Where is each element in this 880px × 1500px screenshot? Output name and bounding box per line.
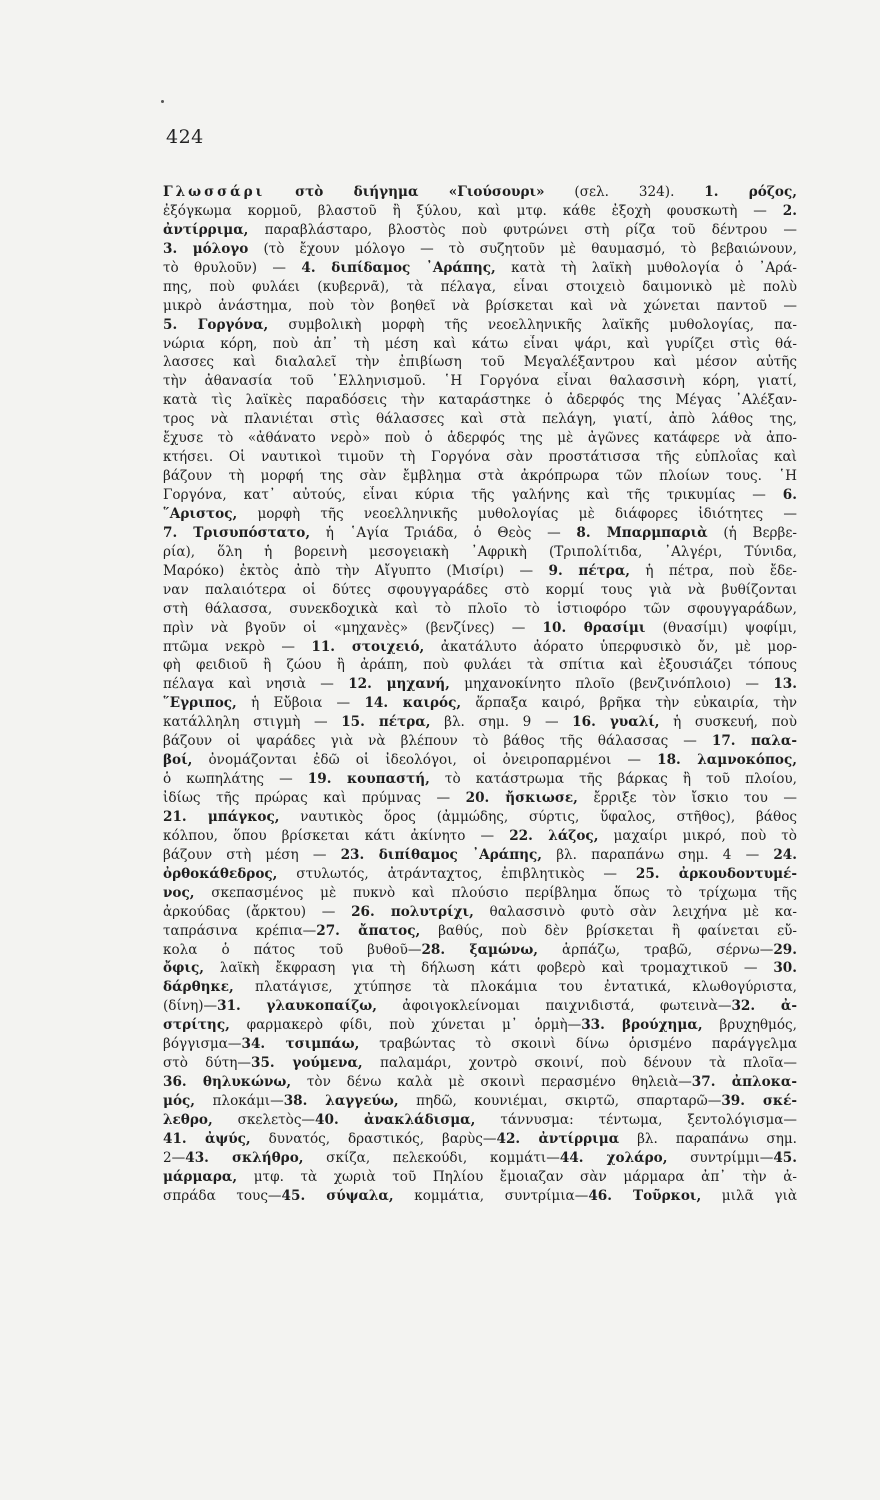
term-bold: 11. στοιχειό,: [311, 638, 425, 655]
text-segment: φαρμακερὸ φίδι, ποὺ χύνεται μ᾿ ὁρμὴ—: [229, 1017, 582, 1034]
text-segment: τὴν ἀθανασία τοῦ ῾Ελληνισμοῦ. ῾Η Γοργόνα εἶναι θαλασσινὴ κόρη, γιατί,: [163, 373, 797, 390]
text-line: [163, 259, 797, 278]
text-line: [163, 600, 797, 619]
term-bold: 21. μπάγκος,: [163, 808, 280, 825]
text-segment: σπράδα τους—: [163, 1187, 282, 1204]
text-segment: βλ. παραπάνω σημ. 4 —: [542, 846, 774, 863]
text-segment: (θνασίμι) ψοφίμι,: [645, 619, 797, 636]
text-line: [163, 751, 797, 770]
text-line: [163, 410, 797, 429]
text-segment: τραβώντας τὸ σκοινὶ δίνω ὁρισμένο παράγγελμα: [359, 1036, 797, 1053]
text-segment: δυνατός, δραστικός, βαρὺς—: [250, 1130, 497, 1147]
term-bold: ῞Αριστος,: [163, 505, 238, 522]
term-bold: 46. Τοῦρκοι,: [588, 1187, 702, 1204]
text-segment: ἐξόγκωμα κορμοῦ, βλαστοῦ ἢ ξύλου, καὶ μτφ. κάθε ἐξοχὴ φουσκωτὴ —: [163, 202, 783, 219]
text-segment: σκελετὸς—: [212, 1111, 316, 1128]
term-bold: στρίτης,: [163, 1017, 230, 1034]
term-bold: 5. Γοργόνα,: [163, 316, 269, 333]
text-line: [163, 202, 797, 221]
term-bold: 39. σκέ-: [721, 1093, 797, 1109]
text-line: [163, 1054, 797, 1073]
term-bold: 17. παλα-: [711, 733, 797, 750]
text-line: [163, 884, 797, 903]
text-segment: ναν παλαιότερα οἱ δύτες σφουγγαράδες στὸ κορμί τους γιὰ νὰ βυθίζονται: [163, 581, 797, 598]
text-segment: μηχανοκίνητο πλοῖο (βενζινόπλοιο) —: [449, 676, 774, 693]
text-segment: Μαρόκο) ἐκτὸς ἀπὸ τὴν Αἴγυπτο (Μισίρι) —: [163, 562, 549, 579]
text-line: [163, 978, 797, 997]
text-line: [163, 732, 797, 751]
text-segment: ἔρριξε τὸν ἴσκιο του —: [577, 790, 797, 806]
text-segment: (δίνη)—: [163, 998, 218, 1015]
text-segment: λαϊκὴ ἔκφραση για τὴ δήλωση κάτι φοβερὸ καὶ τρομαχτικοῦ —: [203, 960, 774, 977]
text-line: [163, 827, 797, 846]
text-line: [163, 808, 797, 827]
text-segment: ναυτικὸς ὅρος (ἀμμώδης, σύρτις, ὕφαλος, στῆθος), βάθος: [279, 808, 797, 825]
text-segment: κτήσει. Οἱ ναυτικοὶ τιμοῦν τὴ Γοργόνα σὰν προστάτισσα τῆς εὐπλοΐας καὶ: [163, 449, 797, 466]
text-segment: κατὰ τὶς λαϊκὲς παραδόσεις τὴν καταράστηκε ὁ ἀδερφός της Μέγας ᾿Αλέξαν-: [163, 392, 797, 409]
term-bold: 22. λάζος,: [509, 827, 599, 844]
text-line: [163, 1016, 797, 1035]
text-segment: ἁρπάζω, τραβῶ, σέρνω—: [538, 941, 774, 958]
term-bold: 4. διπίδαμος ᾿Αράπης,: [301, 259, 496, 276]
term-bold: 3. μόλογο: [163, 240, 249, 257]
term-bold: 7. Τρισυπόστατο,: [163, 524, 311, 541]
text-segment: (σελ. 324).: [544, 184, 705, 200]
text-line: [163, 903, 797, 922]
text-segment: κατὰ τὴ λαϊκὴ μυθολογία ὁ ᾿Αρά-: [495, 259, 797, 276]
text-segment: πέλαγα καὶ νησιὰ —: [163, 676, 349, 693]
text-segment: ἀκατάλυτο ἀόρατο ὑπερφυσικὸ ὄν, μὲ μορ-: [424, 638, 797, 655]
term-bold: 44. χολάρο,: [559, 1149, 668, 1166]
term-bold: νος,: [163, 884, 195, 901]
text-line: [163, 922, 797, 941]
text-segment: πης, ποὺ φυλάει (κυβερνᾶ), τὰ πέλαγα, εἶναι στοιχειὸ δαιμονικὸ μὲ πολὺ: [163, 278, 797, 295]
text-segment: στὴ θάλασσα, συνεκδοχικὰ καὶ τὸ πλοῖο τὸ ἱστιοφόρο τῶν σφουγγαράδων,: [163, 600, 797, 617]
text-segment: λασσες καὶ διαλαλεῖ τὴν ἐπιβίωση τοῦ Μεγαλέξαντρου καὶ μέσον αὐτῆς: [163, 354, 797, 371]
term-bold: 42. ἀντίρριμα: [496, 1130, 620, 1147]
text-segment: κατάλληλη στιγμὴ —: [163, 714, 342, 731]
text-line: [163, 1073, 797, 1092]
text-segment: πρὶν νὰ βγοῦν οἱ «μηχανὲς» (βενζίνες) —: [163, 619, 543, 636]
text-line: [163, 789, 797, 808]
text-segment: ἔχυσε τὸ «ἀθάνατο νερὸ» ποὺ ὁ ἀδερφός της μὲ ἀγῶνες κατάφερε νὰ ἀπο-: [163, 430, 797, 447]
text-segment: βάζουν οἱ ψαράδες γιὰ νὰ βλέπουν τὸ βάθος τῆς θάλασσας —: [163, 733, 712, 750]
term-bold: 43. σκλήθρο,: [185, 1149, 304, 1166]
text-line: [163, 486, 797, 505]
text-segment: ταπράσινα κρέπια—: [163, 922, 317, 939]
text-segment: μιλᾶ γιὰ: [701, 1187, 797, 1204]
text-line: [163, 713, 797, 732]
text-segment: κολα ὁ πάτος τοῦ βυθοῦ—: [163, 941, 422, 958]
text-line: [163, 429, 797, 448]
term-bold: 37. ἀπλοκα-: [691, 1074, 797, 1091]
text-segment: ἰδίως τῆς πρώρας καὶ πρύμνας —: [163, 790, 466, 806]
text-segment: 2—: [163, 1149, 186, 1166]
term-bold: 35. γούμενα,: [250, 1055, 363, 1072]
text-line: [163, 372, 797, 391]
text-line: [163, 1035, 797, 1054]
term-bold: 10. θρασίμι: [542, 619, 646, 636]
text-segment: στὸ δύτη—: [163, 1055, 251, 1072]
text-line: [163, 297, 797, 316]
term-bold: 26. πολυτρίχι,: [351, 903, 474, 920]
text-line: [163, 1149, 797, 1168]
term-bold: 12. μηχανή,: [348, 676, 450, 693]
text-segment: φὴ φειδιοῦ ἢ ζώου ἢ ἀράπη, ποὺ φυλάει τὰ σπίτια καὶ ἐξουσιάζει τόπους: [163, 657, 797, 674]
text-segment: πλατάγισε, χτύπησε τὰ πλοκάμια του ἐντατικά, κλωθογύριστα,: [233, 979, 797, 996]
text-segment: ἀρκούδας (ἄρκτου) —: [163, 903, 352, 920]
text-segment: πηδῶ, κουνιέμαι, σκιρτῶ, σπαρταρῶ—: [398, 1093, 722, 1109]
text-segment: ὀνομάζονται ἐδῶ οἱ ἰδεολόγοι, οἱ ὀνειροπαρμένοι —: [192, 752, 658, 769]
term-bold: Γλωσσάρι: [163, 184, 266, 200]
text-segment: κομμάτια, συντρίμια—: [393, 1187, 589, 1204]
text-segment: συμβολικὴ μορφὴ τῆς νεοελληνικῆς λαϊκῆς μυθολογίας, πα-: [268, 316, 797, 333]
text-segment: βλ. παραπάνω σημ.: [619, 1130, 797, 1147]
text-line: [163, 770, 797, 789]
term-bold: 23. διπίθαμος ᾿Αράπης,: [340, 846, 543, 863]
text-line: [163, 240, 797, 259]
text-segment: συντρίμμι—: [667, 1149, 774, 1166]
term-bold: 1. ρόζος,: [704, 184, 797, 200]
text-line: [163, 353, 797, 372]
text-segment: τὸν δένω καλὰ μὲ σκοινὶ περασμένο θηλειὰ—: [291, 1074, 692, 1091]
text-line: [163, 959, 797, 978]
text-line: [163, 1092, 797, 1111]
text-segment: πλοκάμι—: [195, 1093, 284, 1109]
term-bold: 27. ἄπατος,: [316, 922, 421, 939]
text-segment: ἡ πέτρα, ποὺ ἔδε-: [630, 562, 797, 579]
term-bold: 30.: [773, 960, 797, 977]
text-segment: πτῶμα νεκρὸ —: [163, 638, 312, 655]
term-bold: 8. Μπαρμπαριὰ: [576, 524, 708, 541]
text-segment: παραβλάσταρο, βλοστὸς ποὺ φυτρώνει στὴ ρίζα τοῦ δέντρου —: [248, 221, 797, 238]
text-line: [163, 543, 797, 562]
text-line: [163, 656, 797, 675]
text-line: [163, 941, 797, 960]
text-segment: ἀφοιγοκλείνομαι παιχνιδιστά, φωτεινὰ—: [376, 998, 732, 1015]
text-segment: κόλπου, ὅπου βρίσκεται κάτι ἀκίνητο —: [163, 827, 510, 844]
page-number: 424: [166, 126, 204, 148]
text-segment: βλ. σημ. 9 —: [430, 714, 573, 731]
text-segment: μτφ. τὰ χωριὰ τοῦ Πηλίου ἔμοιαζαν σὰν μάρμαρα ἀπ᾿ τὴν ἀ-: [237, 1168, 797, 1185]
term-bold: 41. ἀψύς,: [163, 1130, 251, 1147]
text-line: [163, 1111, 797, 1130]
term-bold: βοί,: [163, 752, 193, 769]
text-line: [163, 316, 797, 335]
term-bold: 24.: [773, 846, 797, 863]
term-bold: ὄφις,: [163, 960, 204, 977]
text-segment: μικρὸ ἀνάστημα, ποὺ τὸν βοηθεῖ νὰ βρίσκεται καὶ νὰ χώνεται παντοῦ —: [163, 297, 797, 314]
term-bold: μός,: [163, 1093, 196, 1109]
term-bold: στὸ διήγημα «Γιούσουρι»: [295, 184, 545, 200]
text-line: [163, 183, 797, 202]
text-line: [163, 448, 797, 467]
text-line: [163, 562, 797, 581]
text-segment: τὸ θρυλοῦν) —: [163, 259, 302, 276]
text-segment: νώρια κόρη, ποὺ ἀπ᾿ τὴ μέση καὶ κάτω εἶναι ψάρι, καὶ γυρίζει στὶς θά-: [163, 335, 797, 352]
text-segment: ρία), ὅλη ἡ βορεινὴ μεσογειακὴ ᾿Αφρικὴ (Τριπολίτιδα, ᾿Αλγέρι, Τύνιδα,: [163, 543, 797, 560]
text-line: [163, 1187, 797, 1206]
text-segment: ἅρπαξα καιρό, βρῆκα τὴν εὐκαιρία, τὴν: [461, 695, 797, 712]
text-line: [163, 997, 797, 1016]
term-bold: 36. θηλυκώνω,: [163, 1074, 292, 1091]
term-bold: 13.: [773, 676, 797, 693]
term-bold: 25. ἀρκουδοντυμέ-: [635, 865, 797, 882]
text-line: [163, 846, 797, 865]
term-bold: 29.: [773, 941, 797, 958]
text-line: [163, 619, 797, 638]
glossary-text: [163, 183, 797, 1206]
text-segment: σκεπασμένος μὲ πυκνὸ καὶ πλούσιο περίβλημα ὅπως τὸ τρίχωμα τῆς: [194, 884, 797, 901]
text-segment: τάννυσμα: τέντωμα, ξεντολόγισμα—: [475, 1111, 797, 1128]
text-line: [163, 278, 797, 297]
text-line: [163, 221, 797, 240]
text-line: [163, 1168, 797, 1187]
term-bold: 20. ἤσκιωσε,: [465, 790, 578, 806]
term-bold: 16. γυαλί,: [572, 714, 660, 731]
text-segment: τὸ κατάστρωμα τῆς βάρκας ἢ τοῦ πλοίου,: [429, 771, 797, 788]
term-bold: ῞Εγριπος,: [163, 695, 237, 712]
text-line: [163, 524, 797, 543]
term-bold: 32. ἀ-: [731, 998, 797, 1015]
text-line: [163, 505, 797, 524]
term-bold: λεθρο,: [163, 1111, 213, 1128]
text-segment: βάζουν στὴ μέση —: [163, 846, 341, 863]
text-line: [163, 1130, 797, 1149]
text-segment: θαλασσινὸ φυτὸ σὰν λειχήνα μὲ κα-: [473, 903, 797, 920]
term-bold: 38. λαγγεύω,: [283, 1093, 399, 1109]
text-segment: ἡ ῾Αγία Τριάδα, ὁ Θεὸς —: [310, 524, 577, 541]
text-segment: βαθύς, ποὺ δὲν βρίσκεται ἢ φαίνεται εὔ-: [420, 922, 797, 939]
text-line: [163, 391, 797, 410]
text-segment: σκίζα, πελεκούδι, κομμάτι—: [303, 1149, 560, 1166]
text-line: [163, 581, 797, 600]
text-line: [163, 335, 797, 354]
text-segment: (ἡ Βερβε-: [707, 524, 797, 541]
text-line: [163, 865, 797, 884]
term-bold: 9. πέτρα,: [548, 562, 631, 579]
term-bold: 31. γλαυκοπαίζω,: [217, 998, 377, 1015]
text-segment: μορφὴ τῆς νεοελληνικῆς μυθολογίας μὲ διάφορες ἰδιότητες —: [237, 505, 797, 522]
text-line: [163, 675, 797, 694]
term-bold: 14. καιρός,: [364, 695, 462, 712]
term-bold: 40. ἀνακλάδισμα,: [315, 1111, 476, 1128]
text-segment: ἡ συσκευή, ποὺ: [659, 714, 797, 731]
text-segment: ἡ Εὔβοια —: [236, 695, 365, 712]
text-line: [163, 467, 797, 486]
term-bold: 19. κουπαστή,: [307, 771, 430, 788]
text-segment: (τὸ ἔχουν μόλογο — τὸ συζητοῦν μὲ θαυμασμό, τὸ βεβαιώνουν,: [248, 240, 797, 257]
term-bold: ἀντίρριμα,: [163, 221, 249, 238]
text-segment: στυλωτός, ἀτράνταχτος, ἐπιβλητικὸς —: [277, 865, 636, 882]
term-bold: 15. πέτρα,: [341, 714, 431, 731]
text-segment: βάζουν τὴ μορφή της σὰν ἔμβλημα στὰ ἀκρόπρωρα τῶν πλοίων τους. ῾Η: [163, 468, 797, 485]
term-bold: 18. λαμνοκόπος,: [657, 752, 797, 769]
speck-mark: [161, 100, 164, 103]
text-line: [163, 638, 797, 657]
term-bold: ὀρθοκάθεδρος,: [163, 865, 278, 882]
text-segment: παλαμάρι, χοντρὸ σκοινί, ποὺ δένουν τὰ πλοῖα—: [362, 1055, 797, 1072]
text-segment: βρυχηθμός,: [702, 1017, 797, 1034]
text-segment: τρος νὰ πλανιέται στὶς θάλασσες καὶ στὰ πελάγη, γιατί, ἀπὸ λάθος της,: [163, 411, 797, 428]
term-bold: 45. σύψαλα,: [281, 1187, 394, 1204]
text-segment: ὁ κωπηλάτης —: [163, 771, 308, 788]
text-segment: μαχαίρι μικρό, ποὺ τὸ: [598, 827, 797, 844]
term-bold: μάρμαρα,: [163, 1168, 238, 1185]
term-bold: 2.: [782, 202, 797, 219]
term-bold: 34. τσιμπάω,: [241, 1036, 360, 1053]
term-bold: δάρθηκε,: [163, 979, 234, 996]
text-line: [163, 694, 797, 713]
term-bold: 6.: [782, 487, 797, 503]
text-segment: βόγγισμα—: [163, 1036, 242, 1053]
term-bold: 45.: [773, 1149, 797, 1166]
text-segment: Γοργόνα, κατ᾿ αὐτούς, εἶναι κύρια τῆς γαλήνης καὶ τῆς τρικυμίας —: [163, 487, 783, 503]
term-bold: 33. βρούχημα,: [581, 1017, 703, 1034]
term-bold: 28. ξαμώνω,: [421, 941, 539, 958]
text-segment: [265, 184, 295, 200]
